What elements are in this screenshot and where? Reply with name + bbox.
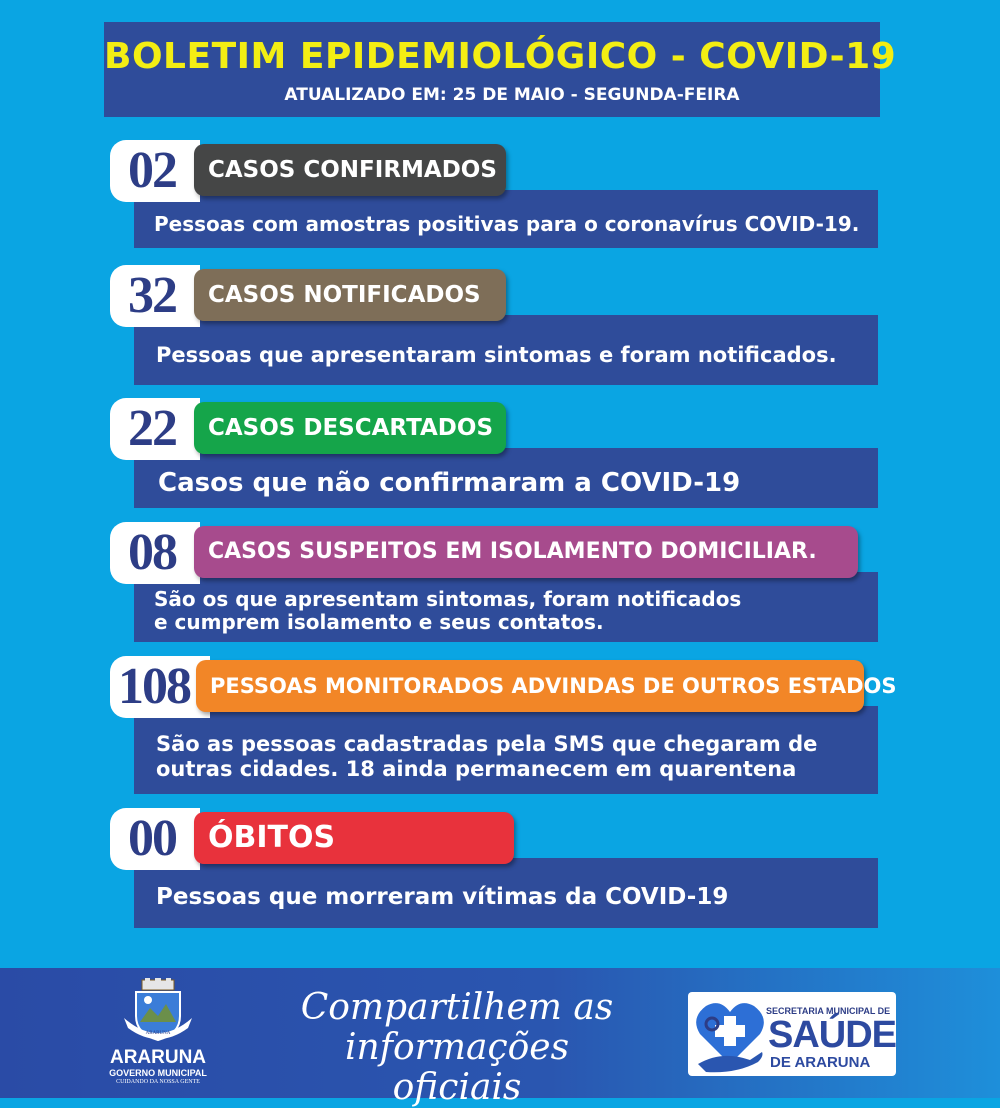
case-label: PESSOAS MONITORADOS ADVINDAS DE OUTROS ESTADOS [196,660,864,712]
case-count: 02 [110,140,200,202]
saude-secretaria: SECRETARIA MUNICIPAL DE [766,1006,891,1016]
slogan-line: Compartilhem as [300,987,614,1028]
crest-motto: CUIDANDO DA NOSSA GENTE [116,1079,200,1085]
case-label: CASOS SUSPEITOS EM ISOLAMENTO DOMICILIAR. [194,526,858,578]
desc-line: São os que apresentam sintomas, foram notificados [154,587,742,611]
saude-title: SAÚDE [768,1014,897,1056]
case-count: 08 [110,522,200,584]
saude-logo [688,992,896,1076]
card-description [134,448,878,508]
crest-banner-text: ARARUNA [145,1031,171,1036]
desc-line: outras cidades. 18 ainda permanecem em quarentena [156,757,797,781]
update-date: ATUALIZADO EM: 25 DE MAIO - SEGUNDA-FEIRA [284,85,740,105]
desc-line: Casos que não confirmaram a COVID-19 [158,468,741,498]
header-banner [104,22,897,117]
card-description [134,706,878,794]
page-title: BOLETIM EPIDEMIOLÓGICO - COVID-19 [104,36,897,77]
crest-title: ARARUNA [109,1047,207,1068]
slogan [282,988,632,1108]
card-description [134,858,878,928]
case-count: 108 [110,656,210,718]
card-description [134,190,878,248]
case-count: 00 [110,808,200,870]
case-count: 32 [110,265,200,327]
case-label: CASOS DESCARTADOS [194,402,506,454]
card-description [134,572,878,642]
saude-subtitle: DE ARARUNA [770,1054,871,1071]
case-count: 22 [110,398,200,460]
desc-line: Pessoas com amostras positivas para o coronavírus COVID-19. [154,212,860,236]
araruna-crest-logo [108,978,208,1086]
slogan-line: informações oficiais [344,1027,570,1108]
heart-hand-icon [692,994,768,1074]
footer [0,968,1000,1108]
case-label: CASOS NOTIFICADOS [194,269,506,321]
case-label: ÓBITOS [194,812,514,864]
desc-line: Pessoas que apresentaram sintomas e foram notificados. [156,343,837,367]
desc-line: São as pessoas cadastradas pela SMS que chegaram de [156,732,818,756]
desc-line: Pessoas que morreram vítimas da COVID-19 [156,884,729,910]
case-label: CASOS CONFIRMADOS [194,144,506,196]
crest-icon [118,978,198,1044]
desc-line: e cumprem isolamento e seus contatos. [154,610,604,634]
card-description [134,315,878,385]
crest-subtitle: GOVERNO MUNICIPAL [109,1068,207,1078]
